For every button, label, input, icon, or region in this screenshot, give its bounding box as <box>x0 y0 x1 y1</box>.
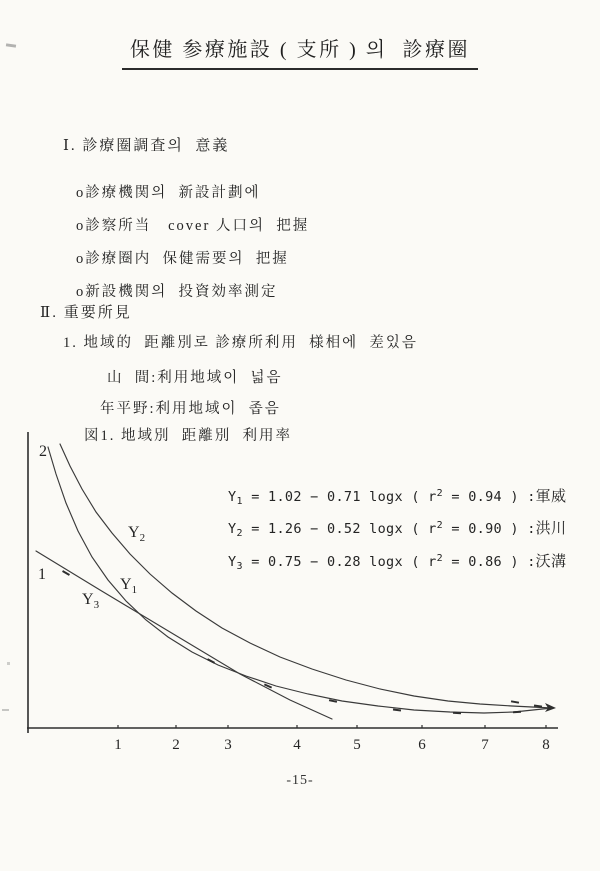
section-2-item-1: 1. 地域的 距離別로 診療所利用 様相에 差있음 <box>63 335 418 351</box>
svg-text:2: 2 <box>39 443 47 460</box>
figure-caption: 図1. 地域別 距離別 利用率 <box>84 428 292 444</box>
svg-text:1: 1 <box>38 566 46 583</box>
sub-item-plain: 年平野:利用地域이 좁음 <box>100 401 281 417</box>
svg-text:5: 5 <box>353 737 361 753</box>
equation-line: $Y_1 = 1.02 - 0.71$ logx ( $r^2 = 0.94$ ) :軍威 <box>228 488 567 507</box>
sub-item-mountain: 山 間:利用地域이 넓음 <box>107 370 283 386</box>
section-1-heading: Ⅰ. 診療圈調査의 意義 <box>63 138 230 154</box>
svg-text:2: 2 <box>172 737 180 753</box>
bullet-cover-population: o診察所当 cover 人口의 把握 <box>76 218 310 234</box>
svg-text:6: 6 <box>418 737 426 753</box>
section-2-heading: Ⅱ. 重要所見 <box>40 305 132 321</box>
svg-text:8: 8 <box>542 737 550 753</box>
bullet-new-plan: o診療機関의 新設計劃에 <box>76 185 261 201</box>
bullet-health-needs: o診療圈内 保健需要의 把握 <box>76 251 289 267</box>
svg-text:4: 4 <box>293 737 301 753</box>
page-number: -15- <box>286 773 314 788</box>
equation-line: $Y_2 = 1.26 - 0.52$ logx ( $r^2 = 0.90$ ) :洪川 <box>228 520 567 539</box>
bullet-investment-efficiency: o新設機関의 投資効率測定 <box>76 284 278 300</box>
svg-text:7: 7 <box>481 737 489 753</box>
svg-text:3: 3 <box>224 737 232 753</box>
svg-text:Y1: $Y_1$ <box>120 576 138 596</box>
svg-text:1: 1 <box>114 737 122 753</box>
svg-text:Y3: $Y_3$ <box>82 591 100 611</box>
equation-line: $Y_3 = 0.75 - 0.28$ logx ( $r^2 = 0.86$ ) :沃溝 <box>228 553 567 572</box>
page-title: 保健 参療施設 ( 支所 ) 의 診療圈 <box>122 33 478 70</box>
svg-text:Y2: $Y_2$ <box>128 524 146 544</box>
